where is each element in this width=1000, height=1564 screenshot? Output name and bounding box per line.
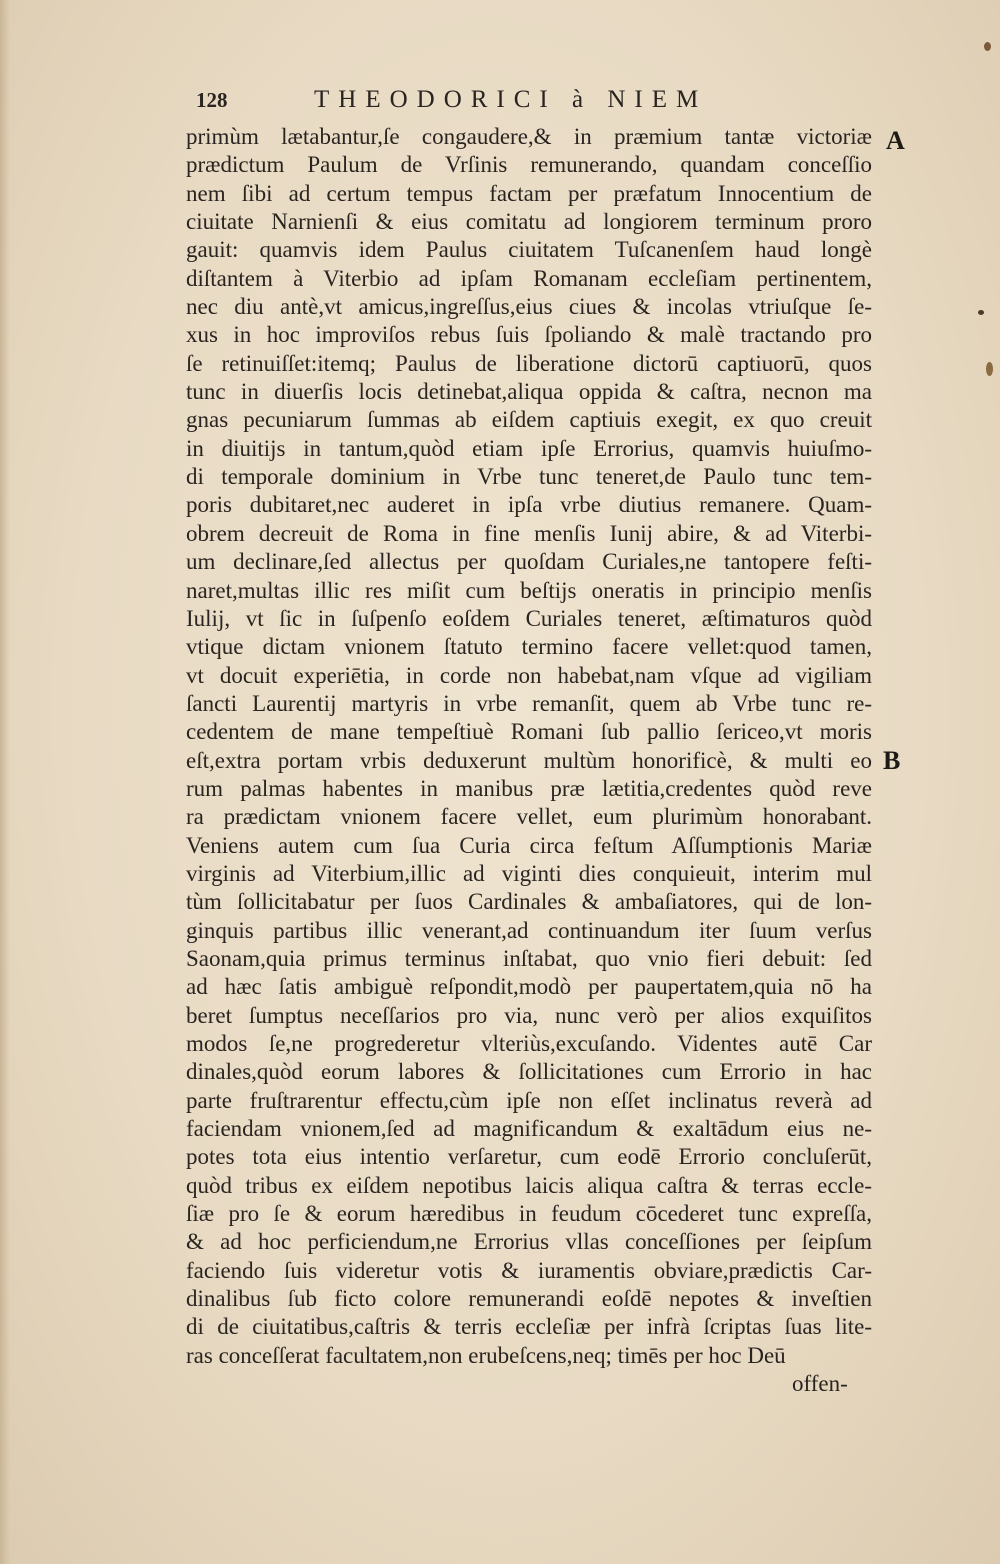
text-line: ras conceſſerat facultatem,non erubeſcens,neq; timēs per hoc Deū — [186, 1342, 786, 1368]
text-line: faciendo ſuis videretur votis & iuramentis obviare,prædictis Car- — [186, 1257, 872, 1283]
text-line: di de ciuitatibus,caſtris & terris eccleſiæ per infrà ſcriptas ſuas lite- — [186, 1314, 872, 1340]
text-line: vt docuit experiētia, in corde non habebat,nam vſque ad vigiliam — [186, 662, 872, 688]
running-title: THEODORICI à NIEM — [314, 86, 708, 113]
text-line: primùm lætabantur,ſe congaudere,& in præmium tantæ victoriæ — [186, 124, 872, 149]
text-line: virginis ad Viterbium,illic ad viginti dies conquieuit, interim mul — [186, 860, 872, 886]
text-line: prædictum Paulum de Vrſinis remunerando, quandam conceſſio — [186, 152, 872, 178]
text-line: ſancti Laurentij martyris in vrbe remanſit, quem ab Vrbe tunc re- — [186, 690, 872, 716]
text-line: diſtantem à Viterbio ad ipſam Romanam eccleſiam pertinentem, — [186, 265, 872, 291]
text-line: ſiæ pro ſe & eorum hæredibus in feudum cōcederet tunc expreſſa, — [186, 1201, 872, 1227]
text-line: xus in hoc improviſos rebus ſuis ſpoliando & malè tractando pro — [186, 322, 872, 348]
text-line: faciendam vnionem,ſed ad magnificandum & exaltādum eius ne- — [186, 1116, 872, 1142]
text-line: cedentem de mane tempeſtiuè Romani ſub pallio ſericeo,vt moris — [186, 719, 872, 745]
text-line: ciuitate Narnienſi & eius comitatu ad longiorem terminum proro — [186, 209, 872, 235]
text-line: di temporale dominium in Vrbe tunc teneret,de Paulo tunc tem- — [186, 464, 872, 490]
body-text — [186, 123, 872, 1370]
text-line: modos ſe,ne progrederetur vlteriùs,excuſando. Videntes autē Car — [186, 1031, 872, 1056]
text-line: eſt,extra portam vrbis deduxerunt multùm honorificè, & multi eo — [186, 747, 872, 773]
text-line: Veniens autem cum ſua Curia circa feſtum Aſſumptionis Mariæ — [186, 832, 872, 858]
text-line: Saonam,quia primus terminus inſtabat, quo vnio fieri debuit: ſed — [186, 945, 872, 971]
text-line: Iulij, vt ſic in ſuſpenſo eoſdem Curiales teneret, æſtimaturos quòd — [186, 605, 872, 631]
text-line: nec diu antè,vt amicus,ingreſſus,eius ciues & incolas vtriuſque ſe- — [186, 294, 872, 320]
text-line: quòd tribus ex eiſdem nepotibus laicis aliqua caſtra & terras eccle- — [186, 1172, 872, 1198]
text-line: obrem decreuit de Roma in fine menſis Iunij abire, & ad Viterbi- — [186, 520, 872, 546]
text-line: poris dubitaret,nec auderet in ipſa vrbe diutius remanere. Quam- — [186, 492, 872, 518]
text-line: vtique dictam vnionem ſtatuto termino facere vellet:quod tamen, — [186, 634, 872, 660]
text-line: beret ſumptus neceſſarios pro via, nunc verò per alios exquiſitos — [186, 1002, 872, 1028]
text-line: dinalibus ſub ficto colore remunerandi eoſdē nepotes & inveſtien — [186, 1286, 872, 1312]
text-line: rum palmas habentes in manibus præ lætitia,credentes quòd reve — [186, 775, 872, 801]
text-line: um declinare,ſed allectus per quoſdam Curiales,ne tantopere feſti- — [186, 549, 872, 575]
text-line: gnas pecuniarum ſummas ab eiſdem captiuis exegit, ex quo creuit — [186, 407, 872, 433]
text-line: & ad hoc perficiendum,ne Errorius vllas conceſſiones per ſeipſum — [186, 1229, 872, 1255]
page-edge-shadow — [0, 0, 10, 1564]
text-line: ſe retinuiſſet:itemq; Paulus de liberatione dictorū captiuorū, quos — [186, 350, 872, 376]
text-line: tùm ſollicitabatur per ſuos Cardinales & ambaſiatores, qui de lon- — [186, 889, 872, 915]
text-line: in diuitijs in tantum,quòd etiam ipſe Errorius, quamvis huiuſmo- — [186, 435, 872, 461]
running-head — [196, 86, 796, 118]
paper-blemish — [986, 362, 993, 376]
text-line: parte fruſtrarentur effectu,cùm ipſe non eſſet inclinatus reverà ad — [186, 1087, 872, 1113]
text-line: ginquis partibus illic venerant,ad continuandum iter ſuum verſus — [186, 917, 872, 943]
margin-note-a: A — [886, 126, 905, 155]
text-line: naret,multas illic res miſit cum beſtijs oneratis in principio menſis — [186, 577, 872, 603]
text-line: ad hæc ſatis ambiguè reſpondit,modò per paupertatem,quia nō ha — [186, 974, 872, 1000]
page-number: 128 — [196, 88, 228, 112]
paper-blemish — [984, 42, 991, 51]
text-line: dinales,quòd eorum labores & ſollicitationes cum Errorio in hac — [186, 1059, 872, 1085]
text-line: nem ſibi ad certum tempus factam per præfatum Innocentium de — [186, 180, 872, 206]
text-line: ra prædictam vnionem facere vellet, eum plurimùm honorabant. — [186, 804, 872, 830]
catchword: offen- — [792, 1371, 848, 1396]
text-line: gauit: quamvis idem Paulus ciuitatem Tuſcanenſem haud longè — [186, 237, 872, 263]
text-line: potes tota eius intentio verſaretur, cum eodē Errorio concluſerūt, — [186, 1144, 872, 1170]
margin-note-b: B — [883, 746, 901, 775]
paper-blemish — [978, 310, 984, 315]
text-line: tunc in diuerſis locis detinebat,aliqua oppida & caſtra, necnon ma — [186, 379, 872, 405]
